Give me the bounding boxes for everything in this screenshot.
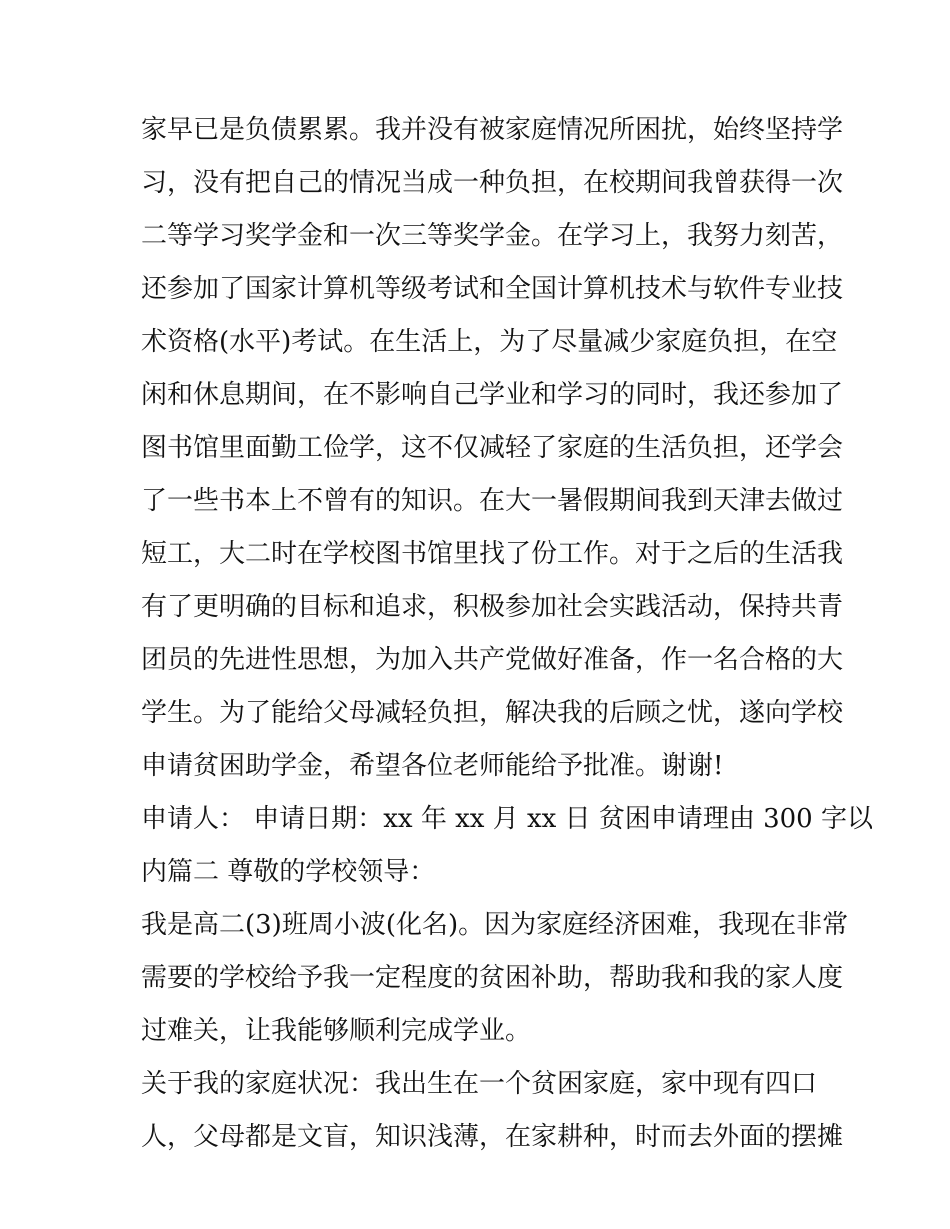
text-line: 团员的先进性思想，为加入共产党做好准备，作一名合格的大 — [141, 645, 844, 675]
text-line: 我是高二(3)班周小波(化名)。因为家庭经济困难，我现在非常 — [141, 910, 849, 940]
text-line: 有了更明确的目标和追求，积极参加社会实践活动，保持共青 — [141, 592, 844, 622]
text-line: 图书馆里面勤工俭学，这不仅减轻了家庭的生活负担，还学会 — [141, 433, 844, 463]
text-line: 术资格(水平)考试。在生活上，为了尽量减少家庭负担，在空 — [141, 327, 838, 357]
text-line: 申请贫困助学金，希望各位老师能给予批准。谢谢! — [141, 751, 724, 781]
text-line: 家早已是负债累累。我并没有被家庭情况所困扰，始终坚持学 — [141, 115, 844, 145]
body-text — [141, 111, 873, 1171]
text-line: 申请人： 申请日期：xx 年 xx 月 xx 日 贫困申请理由 300 字以 — [141, 804, 873, 834]
text-line: 短工，大二时在学校图书馆里找了份工作。对于之后的生活我 — [141, 539, 844, 569]
text-line: 了一些书本上不曾有的知识。在大一暑假期间我到天津去做过 — [141, 486, 844, 516]
text-line: 还参加了国家计算机等级考试和全国计算机技术与软件专业技 — [141, 274, 844, 304]
text-line: 闲和休息期间，在不影响自己学业和学习的同时，我还参加了 — [141, 380, 844, 410]
text-line: 过难关，让我能够顺利完成学业。 — [141, 1016, 532, 1046]
text-line: 内篇二 尊敬的学校领导： — [141, 857, 436, 887]
text-line: 关于我的家庭状况：我出生在一个贫困家庭，家中现有四口 — [141, 1069, 818, 1099]
text-line: 人，父母都是文盲，知识浅薄，在家耕种，时而去外面的摆摊 — [141, 1122, 844, 1152]
text-line: 习，没有把自己的情况当成一种负担，在校期间我曾获得一次 — [141, 168, 844, 198]
text-line: 二等学习奖学金和一次三等奖学金。在学习上，我努力刻苦， — [141, 221, 844, 251]
text-line: 学生。为了能给父母减轻负担，解决我的后顾之忧，遂向学校 — [141, 698, 844, 728]
text-line: 需要的学校给予我一定程度的贫困补助，帮助我和我的家人度 — [141, 963, 844, 993]
